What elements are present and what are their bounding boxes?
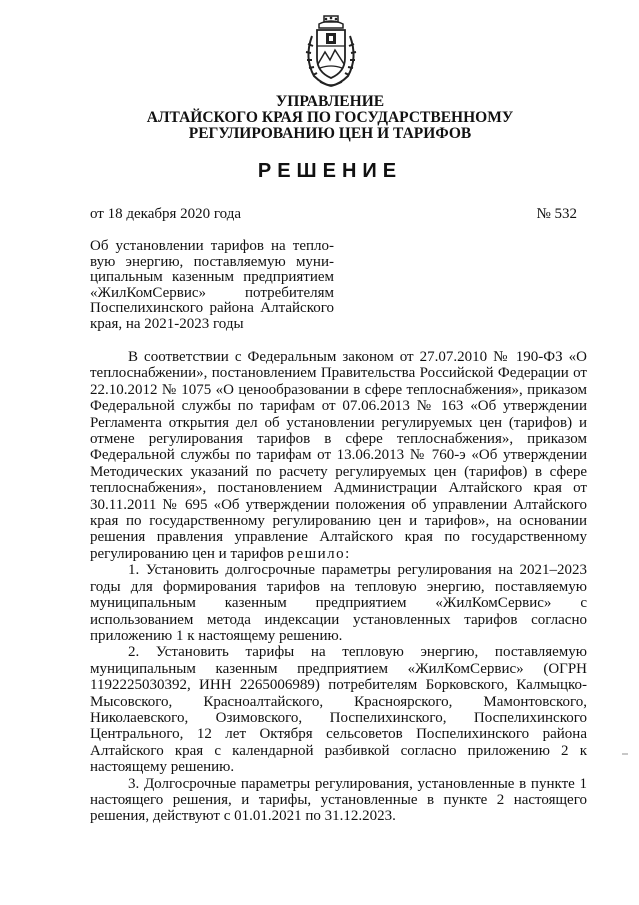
document-body xyxy=(90,349,587,825)
preamble-tail: : xyxy=(345,545,350,562)
document-number: № 532 xyxy=(536,206,577,222)
organization-title: УПРАВЛЕНИЕ АЛТАЙСКОГО КРАЯ ПО ГОСУДАРСТВЕННОМУ РЕГУЛИРОВАНИЮ ЦЕН И ТАРИФОВ xyxy=(146,93,514,142)
document-date: от 18 декабря 2020 года xyxy=(90,206,242,222)
margin-mark xyxy=(622,753,628,755)
decision-item-3: 3. Долгосрочные параметры регулирования, установленные в пункте 1 настоящего решения, и тарифы, установленные в пункте 2 настоящего решения, действуют с 01.01.2021 по 31.12.2023. xyxy=(90,775,587,825)
decision-item-2: 2. Установить тарифы на тепловую энергию, поставляемую муниципальным казенным предприятием «ЖилКомСервис» (ОГРН 1192225030392, ИНН 2265006989) потребителям Борковского, Калмыцко-Мысовского, Красноалтайского, Красноярского, Мамонтовского, Николаевского, Озимовского, Поспелихинского, Поспелихинского Центрального, 12 лет Октября сельсоветов Поспелихинского района Алтайского края с календарной разбивкой согласно приложению 2 к настоящему решению. xyxy=(90,644,587,776)
decision-word: решило xyxy=(287,545,346,562)
document-subject: Об установлении тарифов на тепло-вую энергию, поставляемую муни-ципальным казенным предприятием «ЖилКомСервис» потребителям Поспелихинского района Алтайского края, на 2021-2023 годы xyxy=(90,238,334,332)
decision-item-1: 1. Установить долгосрочные параметры регулирования на 2021–2023 годы для формирования тарифов на тепловую энергию, поставляемую муниципальным казенным предприятием «ЖилКомСервис» с использованием метода индексации установленных тарифов согласно приложению 1 к настоящему решению. xyxy=(90,562,587,644)
preamble-text: В соответствии с Федеральным законом от 27.07.2010 № 190-ФЗ «О теплоснабжении», постановлением Правительства Российской Федерации от 22.10.2012 № 1075 «О ценообразовании в сфере теплоснабжения», приказом Федеральной службы по тарифам от 07.06.2013 № 163 «Об утверждении Регламента открытия дел об установлении регулируемых цен (тарифов) и отмене регулирования тарифов в сфере теплоснабжения», приказом Федеральной службы по тарифам от 13.06.2013 № 760-э «Об утверждении Методических указаний по расчету регулируемых цен (тарифов) в сфере теплоснабжения», постановлением Администрации Алтайского края от 30.11.2011 № 695 «Об утверждении положения об управлении Алтайского края по государственному регулированию цен и тарифов», на основании решения правления управление Алтайского края по государственному регулированию цен и тарифов xyxy=(90,349,587,562)
altai-krai-coat-of-arms-icon xyxy=(302,14,360,88)
preamble-paragraph xyxy=(90,349,587,562)
document-type-title: РЕШЕНИЕ xyxy=(257,160,403,182)
